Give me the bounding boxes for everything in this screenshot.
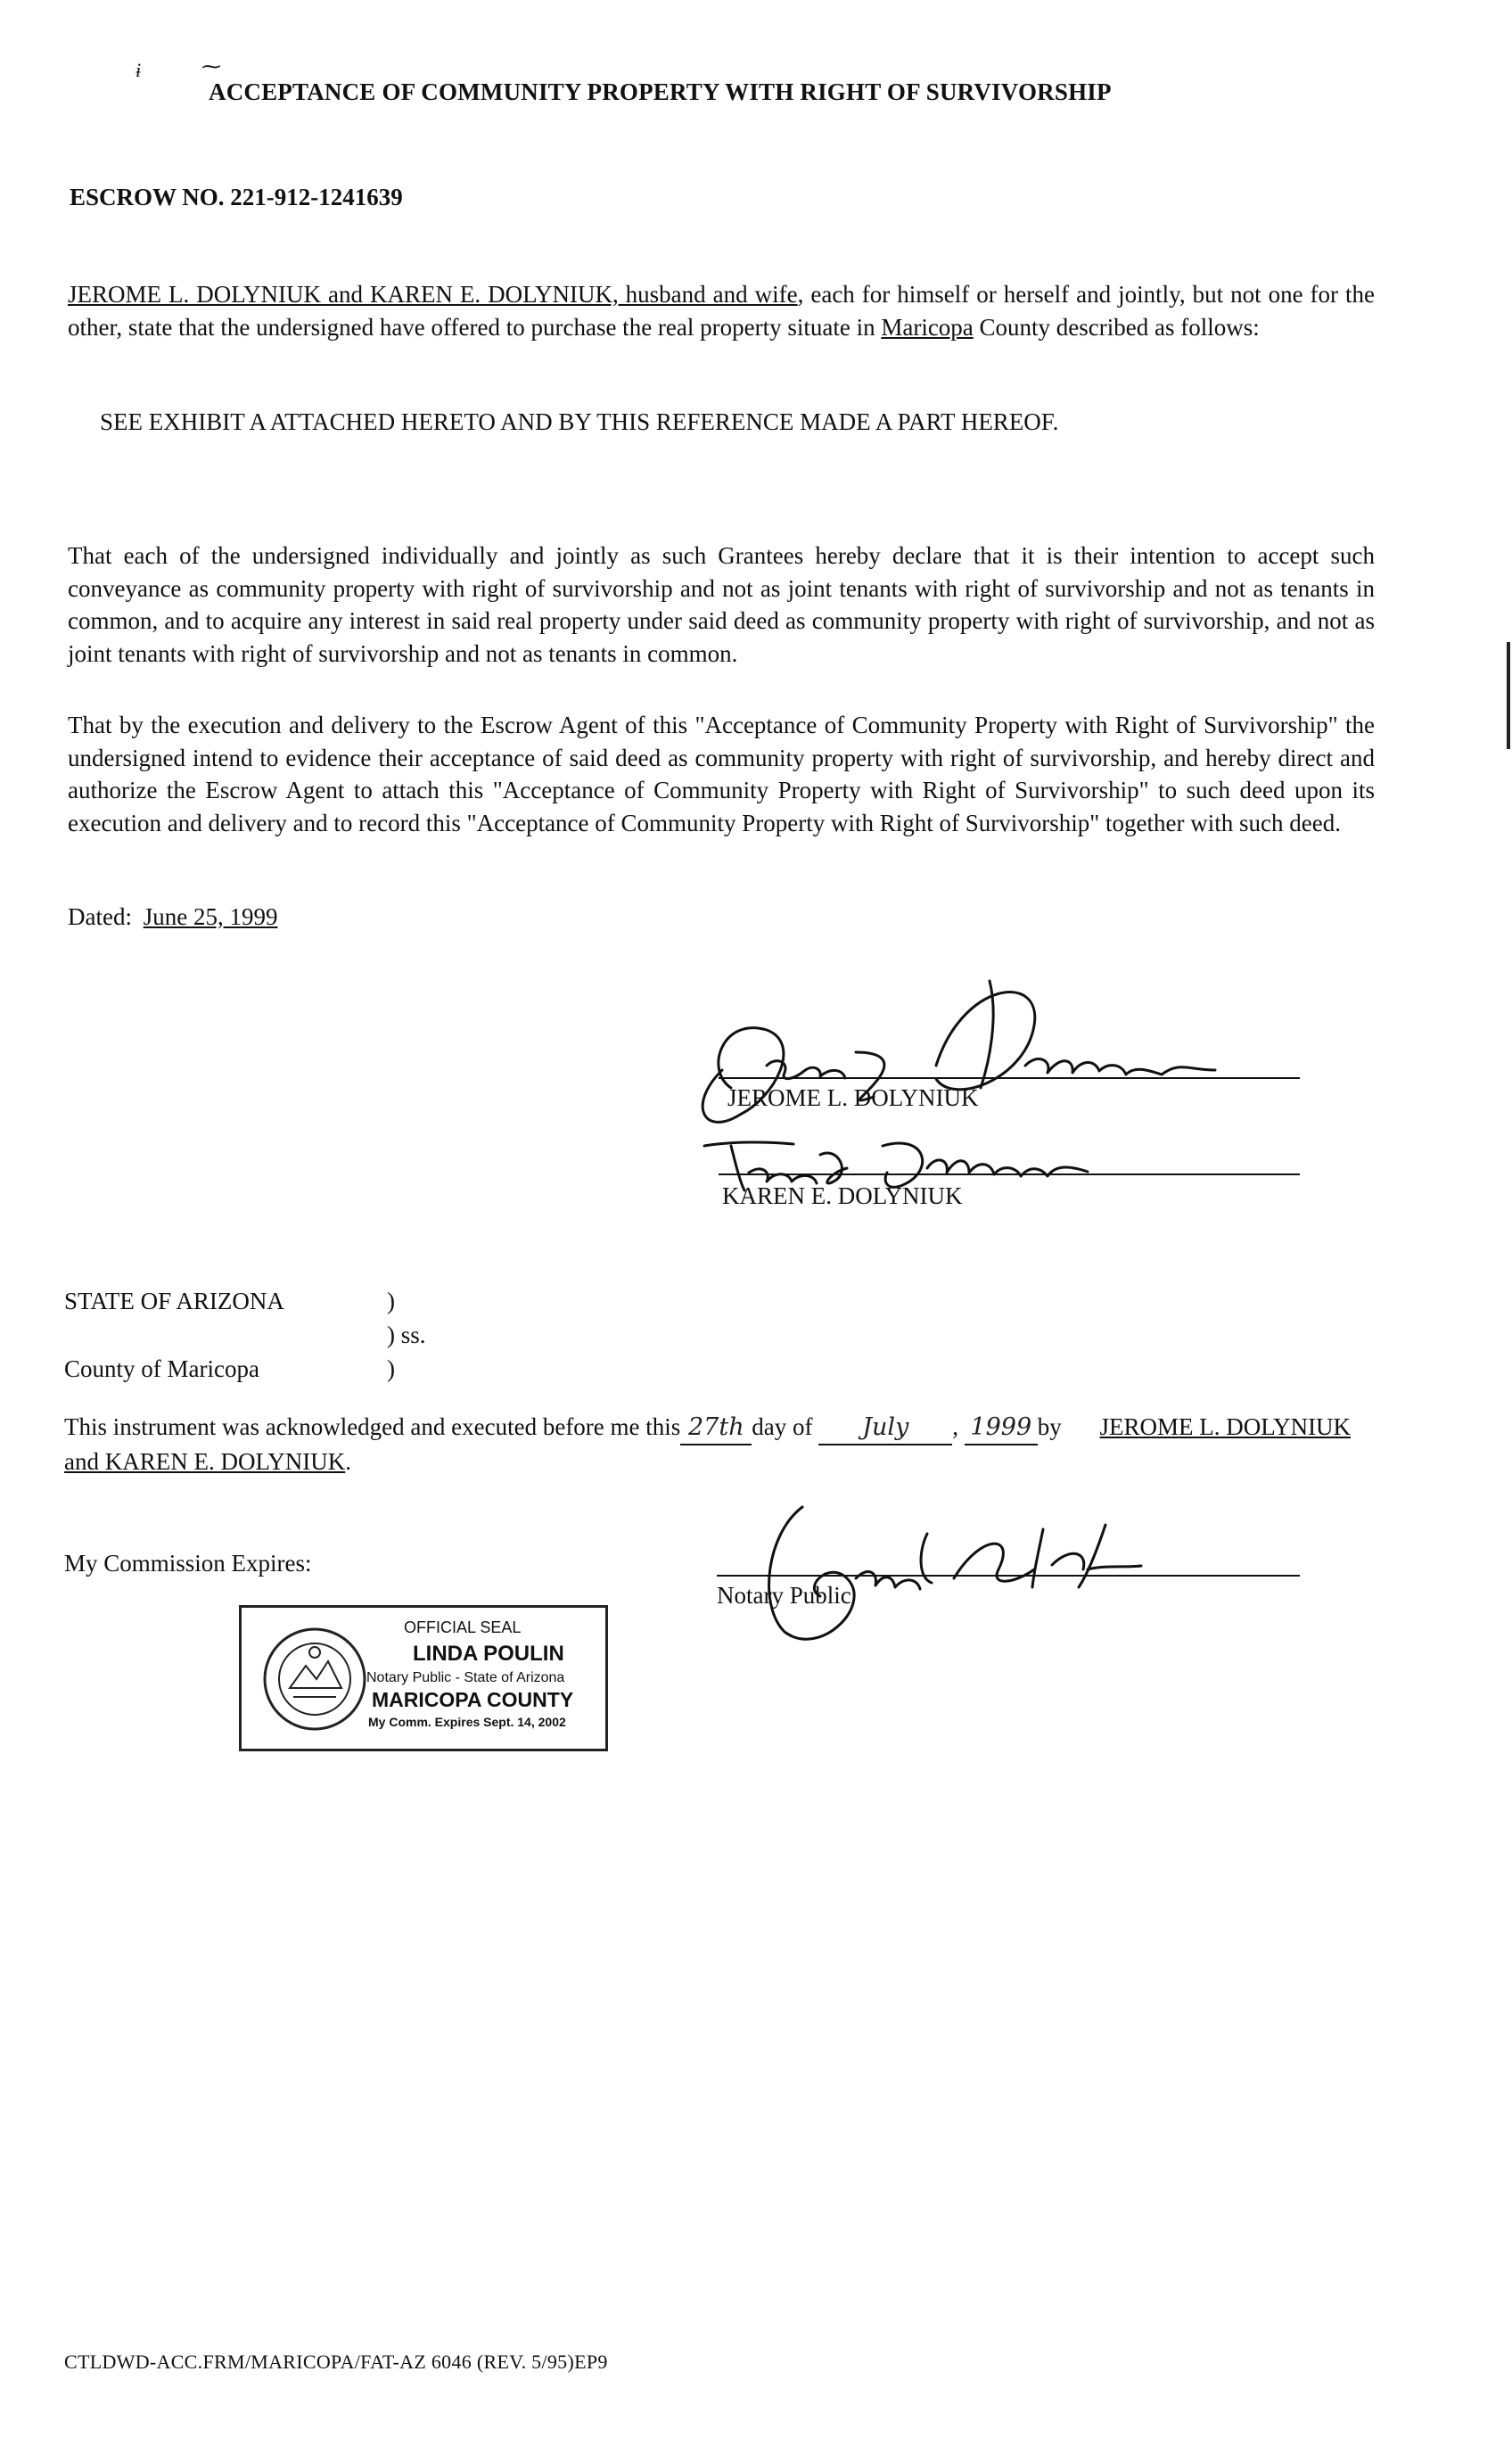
seal-line-4: MARICOPA COUNTY [372,1688,574,1711]
parties-text-end: County described as follows: [973,313,1260,341]
ack-names: JEROME L. DOLYNIUK and KAREN E. DOLYNIUK [64,1413,1352,1475]
notary-signature-line [717,1575,1300,1577]
venue-ss: ) ss. [387,1322,426,1348]
notary-label: Notary Public [717,1582,851,1609]
seal-emblem [261,1626,368,1733]
signature-line-2 [719,1173,1300,1175]
scan-mark: ⁓ [201,55,221,78]
ack-year-handwritten: 1999 [965,1412,1038,1445]
venue-state: STATE OF ARIZONA [64,1288,284,1314]
dated-value: June 25, 1999 [143,903,278,930]
signature-line-1 [719,1077,1300,1079]
signer-name-2: KAREN E. DOLYNIUK [722,1182,963,1209]
scan-mark: ɨ [136,59,142,81]
escrow-number: ESCROW NO. 221-912-1241639 [70,184,403,210]
dated-line [68,903,277,931]
acknowledgment-paragraph: This instrument was acknowledged and executed before me this 27th day of July , 1999 by JEROME L. DOLYNIUK and KAREN E. DOLYNIUK. [64,1413,1352,1475]
ack-text-b: day of [752,1413,813,1440]
ack-month-handwritten: July [818,1412,952,1445]
ack-text-c: by [1037,1413,1062,1440]
seal-line-3: Notary Public - State of Arizona [366,1670,565,1685]
signer-name-1: JEROME L. DOLYNIUK [727,1084,979,1111]
seal-line-1: OFFICIAL SEAL [404,1618,522,1636]
dated-label: Dated: [68,903,132,930]
grantee-names: JEROME L. DOLYNIUK and KAREN E. DOLYNIUK, husband and wife [68,281,798,308]
ack-period: . [345,1448,351,1475]
notary-signature [749,1498,1212,1659]
commission-label: My Commission Expires: [64,1550,312,1577]
venue-county: County of Maricopa [64,1355,259,1382]
seal-line-5: My Comm. Expires Sept. 14, 2002 [368,1715,566,1729]
form-footer: CTLDWD-ACC.FRM/MARICOPA/FAT-AZ 6046 (REV. 5/95)EP9 [64,2351,608,2373]
intention-paragraph: That each of the undersigned individually and jointly as such Grantees hereby declare that it is their intention to accept such conveyance as community property with right of survivorship and not as joint tenants with right of survivorship and not as tenants in common, and to acquire any interest in said real property under said deed as community property with right of survivorship, and not as joint tenants with right of survivorship and not as tenants in common. [68,542,1375,667]
document-title: ACCEPTANCE OF COMMUNITY PROPERTY WITH RIGHT OF SURVIVORSHIP [209,78,1112,105]
notary-seal-stamp [239,1605,608,1751]
parties-paragraph [68,278,1375,343]
seal-line-2: LINDA POULIN [413,1642,564,1666]
ack-day-handwritten: 27th [680,1412,752,1445]
execution-paragraph: That by the execution and delivery to the Escrow Agent of this "Acceptance of Community Property with Right of Survivorship" the undersigned intend to evidence their acceptance of said deed as community property with right of survivorship, and hereby direct and authorize the Escrow Agent to attach this "Acceptance of Community Property with Right of Survivorship" to such deed upon its execution and delivery and to record this "Acceptance of Community Property with Right of Survivorship" together with such deed. [68,712,1375,836]
exhibit-reference: SEE EXHIBIT A ATTACHED HERETO AND BY THIS REFERENCE MADE A PART HEREOF. [100,408,1059,435]
county-name: Maricopa [881,313,974,341]
signature-karen [695,1119,1159,1244]
parties-text: , each for himself or herself and jointly, but not one for the other, state that the undersigned have offered to purchase the real property situate in [68,281,1376,341]
venue-paren-open: ) [387,1288,395,1314]
scan-edge [1507,642,1510,749]
venue-paren-close: ) [387,1355,395,1382]
ack-text-a: This instrument was acknowledged and executed before me this [64,1413,681,1440]
